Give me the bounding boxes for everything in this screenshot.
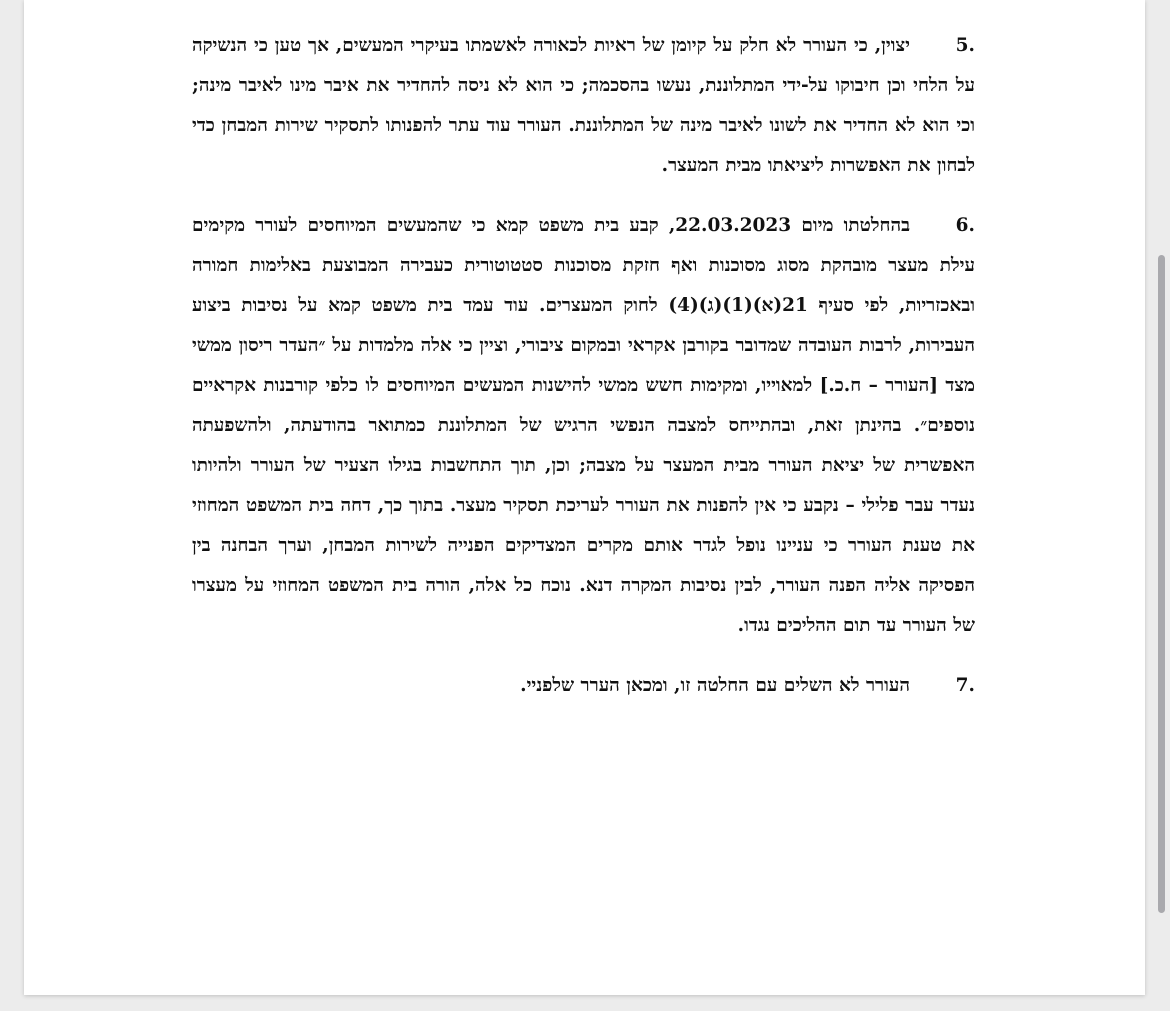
paragraph-number: .6 [955,215,975,236]
document-page [24,0,1145,995]
paragraph-text: העורר לא השלים עם החלטה זו, ומכאן הערר שלפניי. [520,675,910,696]
paragraph-number: .5 [955,35,975,56]
paragraph-5 [192,26,975,186]
vertical-scrollbar[interactable] [1154,0,1170,1011]
paragraph-text: בהחלטתו מיום 22.03.2023, קבע בית משפט קמא כי שהמעשים המיוחסים לעורר מקימים עילת מעצר מובהקת מסוג מסוכנות ואף חזקת מסוכנות סטטוטורית כעבירה המבוצעת באלימות חמורה ובאכזריות, לפי סעיף 21(א)(1)(ג)(4) לחוק המעצרים. עוד עמד בית משפט קמא על נסיבות ביצוע העבירות, לרבות העובדה שמדובר בקורבן אקראי ובמקום ציבורי, וציין כי אלה מלמדות על ״העדר ריסון ממשי מצד [העורר – ח.כ.] למאוייו, ומקימות חשש ממשי להישנות המעשים המיוחסים לו כלפי קורבנות אקראיים נוספים״. בהינתן זאת, ובהתייחס למצבה הנפשי הרגיש של המתלוננת כמתואר בהודעתה, ולהשפעתה האפשרית של יציאת העורר מבית המעצר על מצבה; וכן, תוך התחשבות בגילו הצעיר של העורר ולהיותו נעדר עבר פלילי – נקבע כי אין להפנות את העורר לעריכת תסקיר מעצר. בתוך כך, דחה בית המשפט המחוזי את טענת העורר כי עניינו נופל לגדר אותם מקרים המצדיקים הפנייה לשירות המבחן, וערך הבחנה בין הפסיקה אליה הפנה העורר, לבין נסיבות המקרה דנא. נוכח כל אלה, הורה בית המשפט המחוזי על מעצרו של העורר עד תום ההליכים נגדו. [192,215,975,636]
document-body [192,26,975,726]
paragraph-text: יצוין, כי העורר לא חלק על קיומן של ראיות לכאורה לאשמתו בעיקרי המעשים, אך טען כי הנשיקה על הלחי וכן חיבוקו על-ידי המתלוננת, נעשו בהסכמה; כי הוא לא ניסה להחדיר את איבר מינו לאיבר מינה; וכי הוא לא החדיר את לשונו לאיבר מינה של המתלוננת. העורר עוד עתר להפנותו לתסקיר שירות המבחן כדי לבחון את האפשרות ליציאתו מבית המעצר. [192,35,975,176]
paragraph-number: .7 [955,675,975,696]
paragraph-7 [192,666,975,706]
paragraph-6 [192,206,975,646]
scrollbar-thumb[interactable] [1158,255,1165,913]
